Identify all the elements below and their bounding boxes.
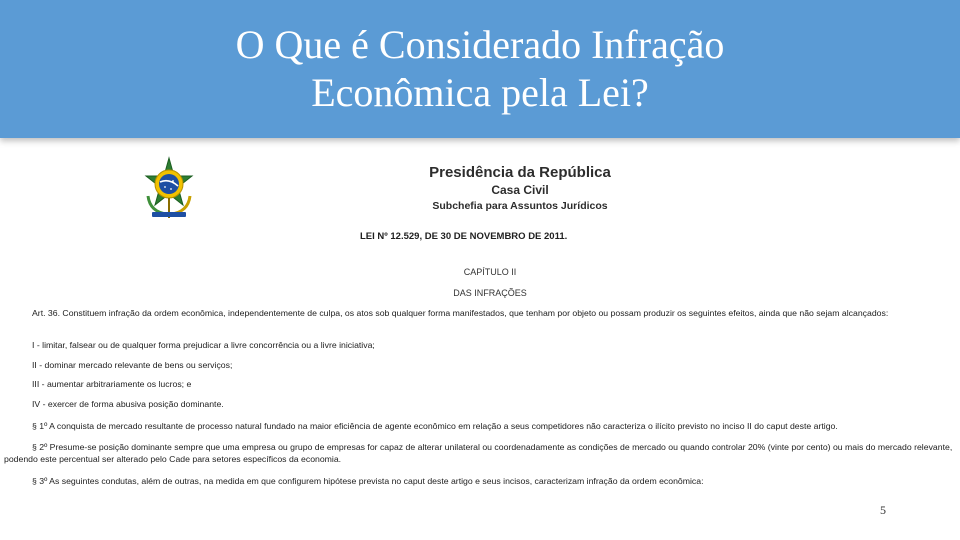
- document-header-presidencia: Presidência da República: [429, 164, 611, 181]
- document-header-casa-civil: Casa Civil: [491, 183, 549, 197]
- paragraph-1-text: § 1º A conquista de mercado resultante de processo natural fundado na maior eficiência de agente econômico em relação a seus competidores não caracteriza o ilícito previsto no inciso II do caput deste artigo.: [32, 421, 838, 431]
- paragraph-3-text: § 3º As seguintes condutas, além de outras, na medida em que configurem hipótese prevista no caput deste artigo e seus incisos, caracterizam infração da ordem econômica:: [32, 476, 704, 486]
- inciso-1-text: I - limitar, falsear ou de qualquer forma prejudicar a livre concorrência ou a livre iniciativa;: [32, 340, 375, 350]
- article-36-text: Art. 36. Constituem infração da ordem econômica, independentemente de culpa, os atos sob qualquer forma manifestados, que tenham por objeto ou possam produzir os seguintes efeitos, ainda que não sejam alcançados:: [32, 308, 889, 318]
- slide-title-line-2: Econômica pela Lei?: [311, 70, 649, 115]
- chapter-heading: CAPÍTULO II: [463, 267, 517, 277]
- document-header-subchefia: Subchefia para Assuntos Jurídicos: [432, 200, 608, 212]
- brazil-coat-of-arms-icon: [140, 156, 198, 220]
- slide-title-line-1: O Que é Considerado Infração: [235, 22, 725, 67]
- inciso-4-text: IV - exercer de forma abusiva posição dominante.: [32, 399, 224, 409]
- inciso-3-text: III - aumentar arbitrariamente os lucros; e: [32, 379, 192, 389]
- law-document-image: [0, 138, 960, 540]
- paragraph-2-text: § 2º Presume-se posição dominante sempre que uma empresa ou grupo de empresas for capaz de alterar unilateral ou coordenadamente as condições de mercado ou quando controlar 20% (vinte por cento) ou mais do mercado relevante, podendo este percentual ser alterado pelo Cade para setores específicos da economia.: [4, 442, 953, 464]
- page-number: 5: [880, 503, 886, 517]
- law-title: LEI Nº 12.529, DE 30 DE NOVEMBRO DE 2011.: [360, 231, 568, 242]
- inciso-2-text: II - dominar mercado relevante de bens ou serviços;: [32, 360, 233, 370]
- section-heading: DAS INFRAÇÕES: [453, 288, 527, 298]
- slide-title-bar: [0, 0, 960, 138]
